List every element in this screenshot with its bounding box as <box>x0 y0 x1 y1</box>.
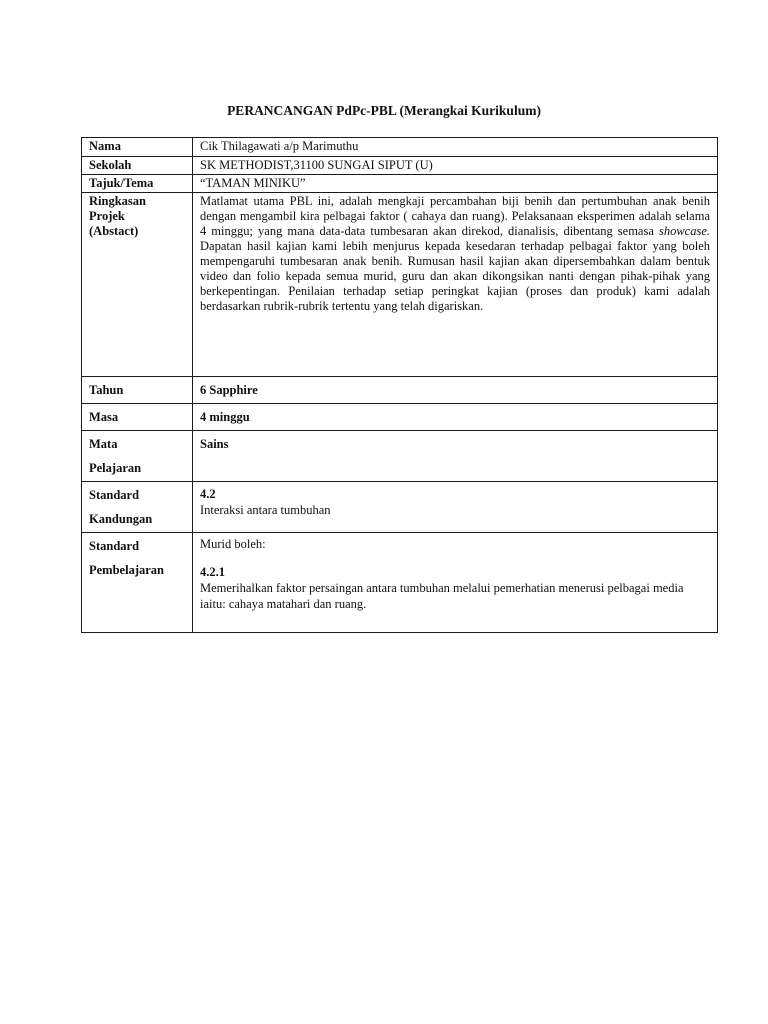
label-standard-kandungan-line1: Standard <box>89 488 140 502</box>
label-mata-pelajaran-line1: Mata <box>89 437 118 451</box>
value-nama: Cik Thilagawati a/p Marimuthu <box>193 138 718 157</box>
row-nama <box>82 138 718 157</box>
standard-pembelajaran-text: Memerihalkan faktor persaingan antara tumbuhan melalui pemerhatian menerusi pelbagai media iaitu: cahaya matahari dan ruang. <box>200 581 684 611</box>
value-standard-kandungan <box>193 482 718 533</box>
row-ringkasan <box>82 193 718 377</box>
label-mata-pelajaran <box>82 431 193 482</box>
label-masa: Masa <box>82 404 193 431</box>
row-standard-pembelajaran <box>82 533 718 633</box>
label-tahun: Tahun <box>82 377 193 404</box>
value-standard-pembelajaran <box>193 533 718 633</box>
standard-pembelajaran-code: 4.2.1 <box>200 565 225 579</box>
row-masa <box>82 404 718 431</box>
abstract-text-end: Dapatan hasil kajian kami lebih menjurus kepada kesedaran terhadap pelbagai faktor yang boleh mempengaruhi tumbesaran anak benih. Rumusan hasil kajian akan dipersembahkan dalam bentuk video dan folio kepada semua murid, guru dan akan dikongsikan nanti dengan pihak-pihak yang berkepentingan. Penilaian terhadap setiap peringkat kajian (proses dan produk) kami adalah berdasarkan rubrik-rubrik tertentu yang telah digariskan. <box>200 239 710 313</box>
label-ringkasan <box>82 193 193 377</box>
label-mata-pelajaran-line2: Pelajaran <box>89 461 142 475</box>
standard-kandungan-code: 4.2 <box>200 487 216 501</box>
row-standard-kandungan <box>82 482 718 533</box>
label-sekolah: Sekolah <box>82 157 193 175</box>
value-tahun: 6 Sapphire <box>193 377 718 404</box>
label-standard-kandungan <box>82 482 193 533</box>
standard-pembelajaran-intro: Murid boleh: <box>200 537 266 551</box>
row-mata-pelajaran <box>82 431 718 482</box>
standard-kandungan-text: Interaksi antara tumbuhan <box>200 503 331 517</box>
page-title: PERANCANGAN PdPc-PBL (Merangkai Kurikulum) <box>227 103 541 118</box>
label-standard-pembelajaran-line2: Pembelajaran <box>89 563 164 577</box>
label-standard-pembelajaran-line1: Standard <box>89 539 140 553</box>
row-tahun <box>82 377 718 404</box>
value-masa: 4 minggu <box>193 404 718 431</box>
label-nama: Nama <box>82 138 193 157</box>
label-ringkasan-line3: (Abstact) <box>89 224 139 238</box>
value-sekolah: SK METHODIST,31100 SUNGAI SIPUT (U) <box>193 157 718 175</box>
abstract-text-start: Matlamat utama PBL ini, adalah mengkaji percambahan biji benih dan pertumbuhan anak benih dengan mengambil kira pelbagai faktor ( cahaya dan ruang). Pelaksanaan eksperimen adalah selama 4 minggu; yang mana data-data tumbesaran akan direkod, dianalisis, dibentang semasa <box>200 194 710 238</box>
abstract-italic-word: showcase. <box>658 224 710 238</box>
label-standard-kandungan-line2: Kandungan <box>89 512 153 526</box>
label-ringkasan-line1: Ringkasan <box>89 194 146 208</box>
row-tajuk <box>82 175 718 193</box>
planning-table <box>81 137 718 633</box>
value-mata-pelajaran: Sains <box>193 431 718 482</box>
label-ringkasan-line2: Projek <box>89 209 125 223</box>
row-sekolah <box>82 157 718 175</box>
label-tajuk: Tajuk/Tema <box>82 175 193 193</box>
value-tajuk: “TAMAN MINIKU” <box>193 175 718 193</box>
label-standard-pembelajaran <box>82 533 193 633</box>
value-ringkasan <box>193 193 718 377</box>
